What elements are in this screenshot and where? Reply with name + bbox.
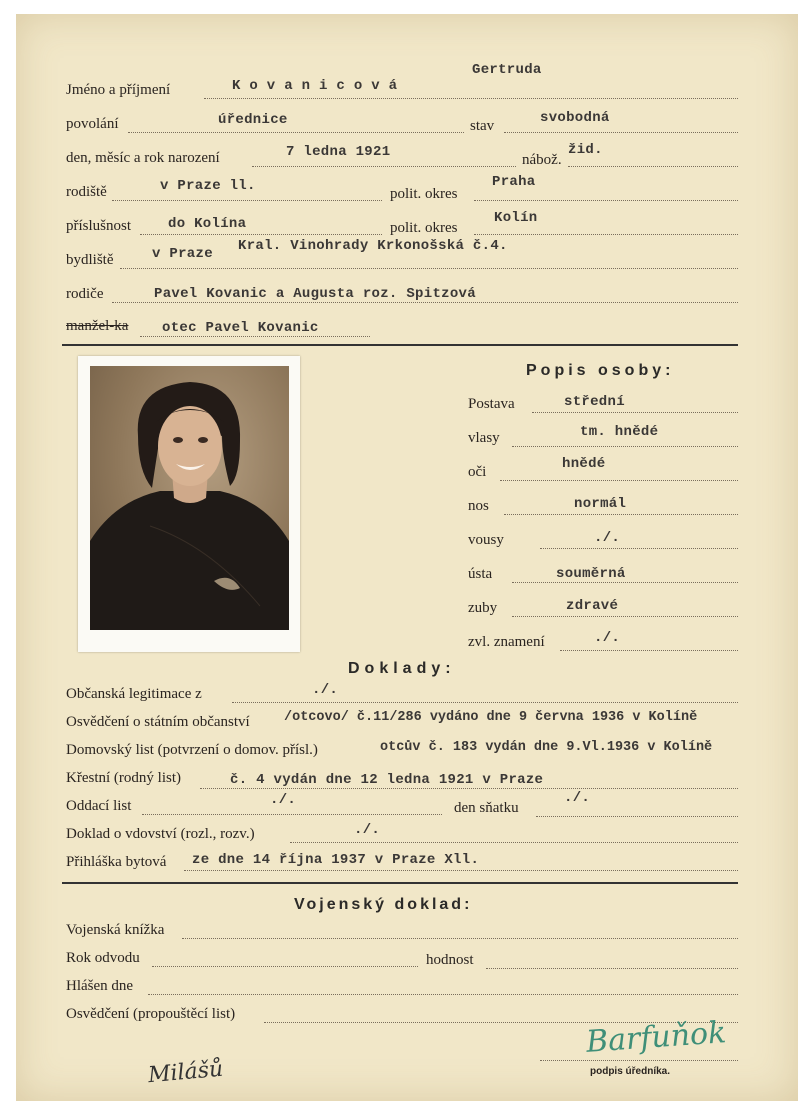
military-heading: Vojenský doklad: [294, 896, 473, 913]
home-certificate-value: otcův č. 183 vydán dne 9.Vl.1936 v Kolíně [380, 740, 713, 755]
occupation-label: povolání [66, 116, 119, 132]
wedding-date-line [536, 816, 738, 817]
marks-line [560, 650, 738, 651]
domicile-value: do Kolína [168, 216, 247, 232]
rank-line [486, 968, 738, 969]
reported-label: Hlášen dne [66, 978, 134, 994]
spouse-label: manžel-ka [66, 318, 129, 334]
religion-label: nábož. [522, 152, 562, 168]
domicile-district-label: polit. okres [390, 220, 458, 236]
registration-label: Přihláška bytová [66, 854, 167, 870]
birth-district-line [474, 200, 738, 201]
parents-value: Pavel Kovanic a Augusta roz. Spitzová [154, 286, 476, 302]
religion-value: žid. [568, 142, 603, 158]
baptism-line [200, 788, 738, 789]
name-label: Jméno a příjmení [66, 82, 171, 98]
left-signature: Milášů [147, 1056, 225, 1089]
teeth-label: zuby [468, 600, 498, 616]
status-value: svobodná [540, 110, 610, 126]
mouth-label: ústa [468, 566, 493, 582]
build-line [532, 412, 738, 413]
spouse-line [140, 336, 370, 337]
description-heading: Popis osoby: [526, 362, 675, 379]
religion-line [568, 166, 738, 167]
registration-line [184, 870, 738, 871]
signature-line [540, 1060, 738, 1061]
draft-year-line [152, 966, 418, 967]
residence-address-value: Kral. Vinohrady Krkonošská č.4. [238, 238, 508, 254]
home-certificate-label: Domovský list (potvrzení o domov. přísl.) [66, 742, 318, 758]
beard-line [540, 548, 738, 549]
portrait-illustration [90, 366, 289, 630]
occupation-value: úřednice [218, 112, 288, 128]
birthplace-value: v Praze ll. [160, 178, 256, 194]
teeth-line [512, 616, 738, 617]
birthplace-label: rodiště [66, 184, 107, 200]
status-line [504, 132, 738, 133]
birthplace-line [112, 200, 382, 201]
id-card-line [232, 702, 738, 703]
marriage-value: ./. [270, 792, 297, 808]
section-divider-top [62, 344, 738, 346]
official-signature: Barfuňok [584, 1015, 728, 1060]
citizenship-label: Osvědčení o státním občanství [66, 714, 250, 730]
marks-label: zvl. znamení [468, 634, 545, 650]
marriage-line [142, 814, 442, 815]
reported-line [148, 994, 738, 995]
surname-value: K o v a n i c o v á [232, 78, 398, 94]
mouth-value: souměrná [556, 566, 626, 582]
birth-district-label: polit. okres [390, 186, 458, 202]
widow-value: ./. [354, 822, 381, 838]
marriage-label: Oddací list [66, 798, 132, 814]
documents-heading: Doklady: [348, 660, 456, 677]
eyes-value: hnědé [562, 456, 606, 472]
official-signature-label: podpis úředníka. [590, 1066, 671, 1077]
photo-frame [78, 356, 300, 652]
widow-label: Doklad o vdovství (rozl., rozv.) [66, 826, 255, 842]
widow-line [290, 842, 738, 843]
section-divider-bottom [62, 882, 738, 884]
portrait-photo [90, 366, 289, 630]
hair-label: vlasy [468, 430, 500, 446]
nose-value: normál [574, 496, 627, 512]
hair-line [512, 446, 738, 447]
citizenship-value: /otcovo/ č.11/286 vydáno dne 9 června 1936 v Kolíně [284, 710, 698, 725]
parents-line [112, 302, 738, 303]
military-book-line [182, 938, 738, 939]
name-line [204, 98, 738, 99]
registration-value: ze dne 14 října 1937 v Praze Xll. [192, 852, 480, 868]
domicile-line [140, 234, 382, 235]
spouse-value: otec Pavel Kovanic [162, 320, 319, 336]
wedding-date-label: den sňatku [454, 800, 519, 816]
military-book-label: Vojenská knížka [66, 922, 165, 938]
teeth-value: zdravé [566, 598, 619, 614]
domicile-label: příslušnost [66, 218, 132, 234]
first-name-value: Gertruda [472, 62, 542, 78]
draft-year-label: Rok odvodu [66, 950, 140, 966]
eyes-label: oči [468, 464, 487, 480]
birth-label: den, měsíc a rok narození [66, 150, 220, 166]
beard-label: vousy [468, 532, 504, 548]
baptism-value: č. 4 vydán dne 12 ledna 1921 v Praze [230, 772, 544, 788]
residence-city-value: v Praze [152, 246, 213, 262]
hair-value: tm. hnědé [580, 424, 659, 440]
birth-line [252, 166, 516, 167]
nose-line [504, 514, 738, 515]
baptism-label: Křestní (rodný list) [66, 770, 181, 786]
discharge-label: Osvědčení (propouštěcí list) [66, 1006, 236, 1022]
parents-label: rodiče [66, 286, 104, 302]
build-label: Postava [468, 396, 515, 412]
beard-value: ./. [594, 530, 621, 546]
id-card-value: ./. [312, 682, 339, 698]
build-value: střední [564, 394, 625, 410]
eyes-line [500, 480, 738, 481]
marks-value: ./. [594, 630, 621, 646]
rank-label: hodnost [426, 952, 474, 968]
occupation-line [128, 132, 464, 133]
mouth-line [512, 582, 738, 583]
residence-label: bydliště [66, 252, 114, 268]
domicile-district-line [474, 234, 738, 235]
residence-line [120, 268, 738, 269]
nose-label: nos [468, 498, 489, 514]
wedding-date-value: ./. [564, 790, 591, 806]
birth-date-value: 7 ledna 1921 [286, 144, 391, 160]
birth-district-value: Praha [492, 174, 536, 190]
domicile-district-value: Kolín [494, 210, 538, 226]
status-label: stav [470, 118, 495, 134]
id-card-label: Občanská legitimace z [66, 686, 202, 702]
